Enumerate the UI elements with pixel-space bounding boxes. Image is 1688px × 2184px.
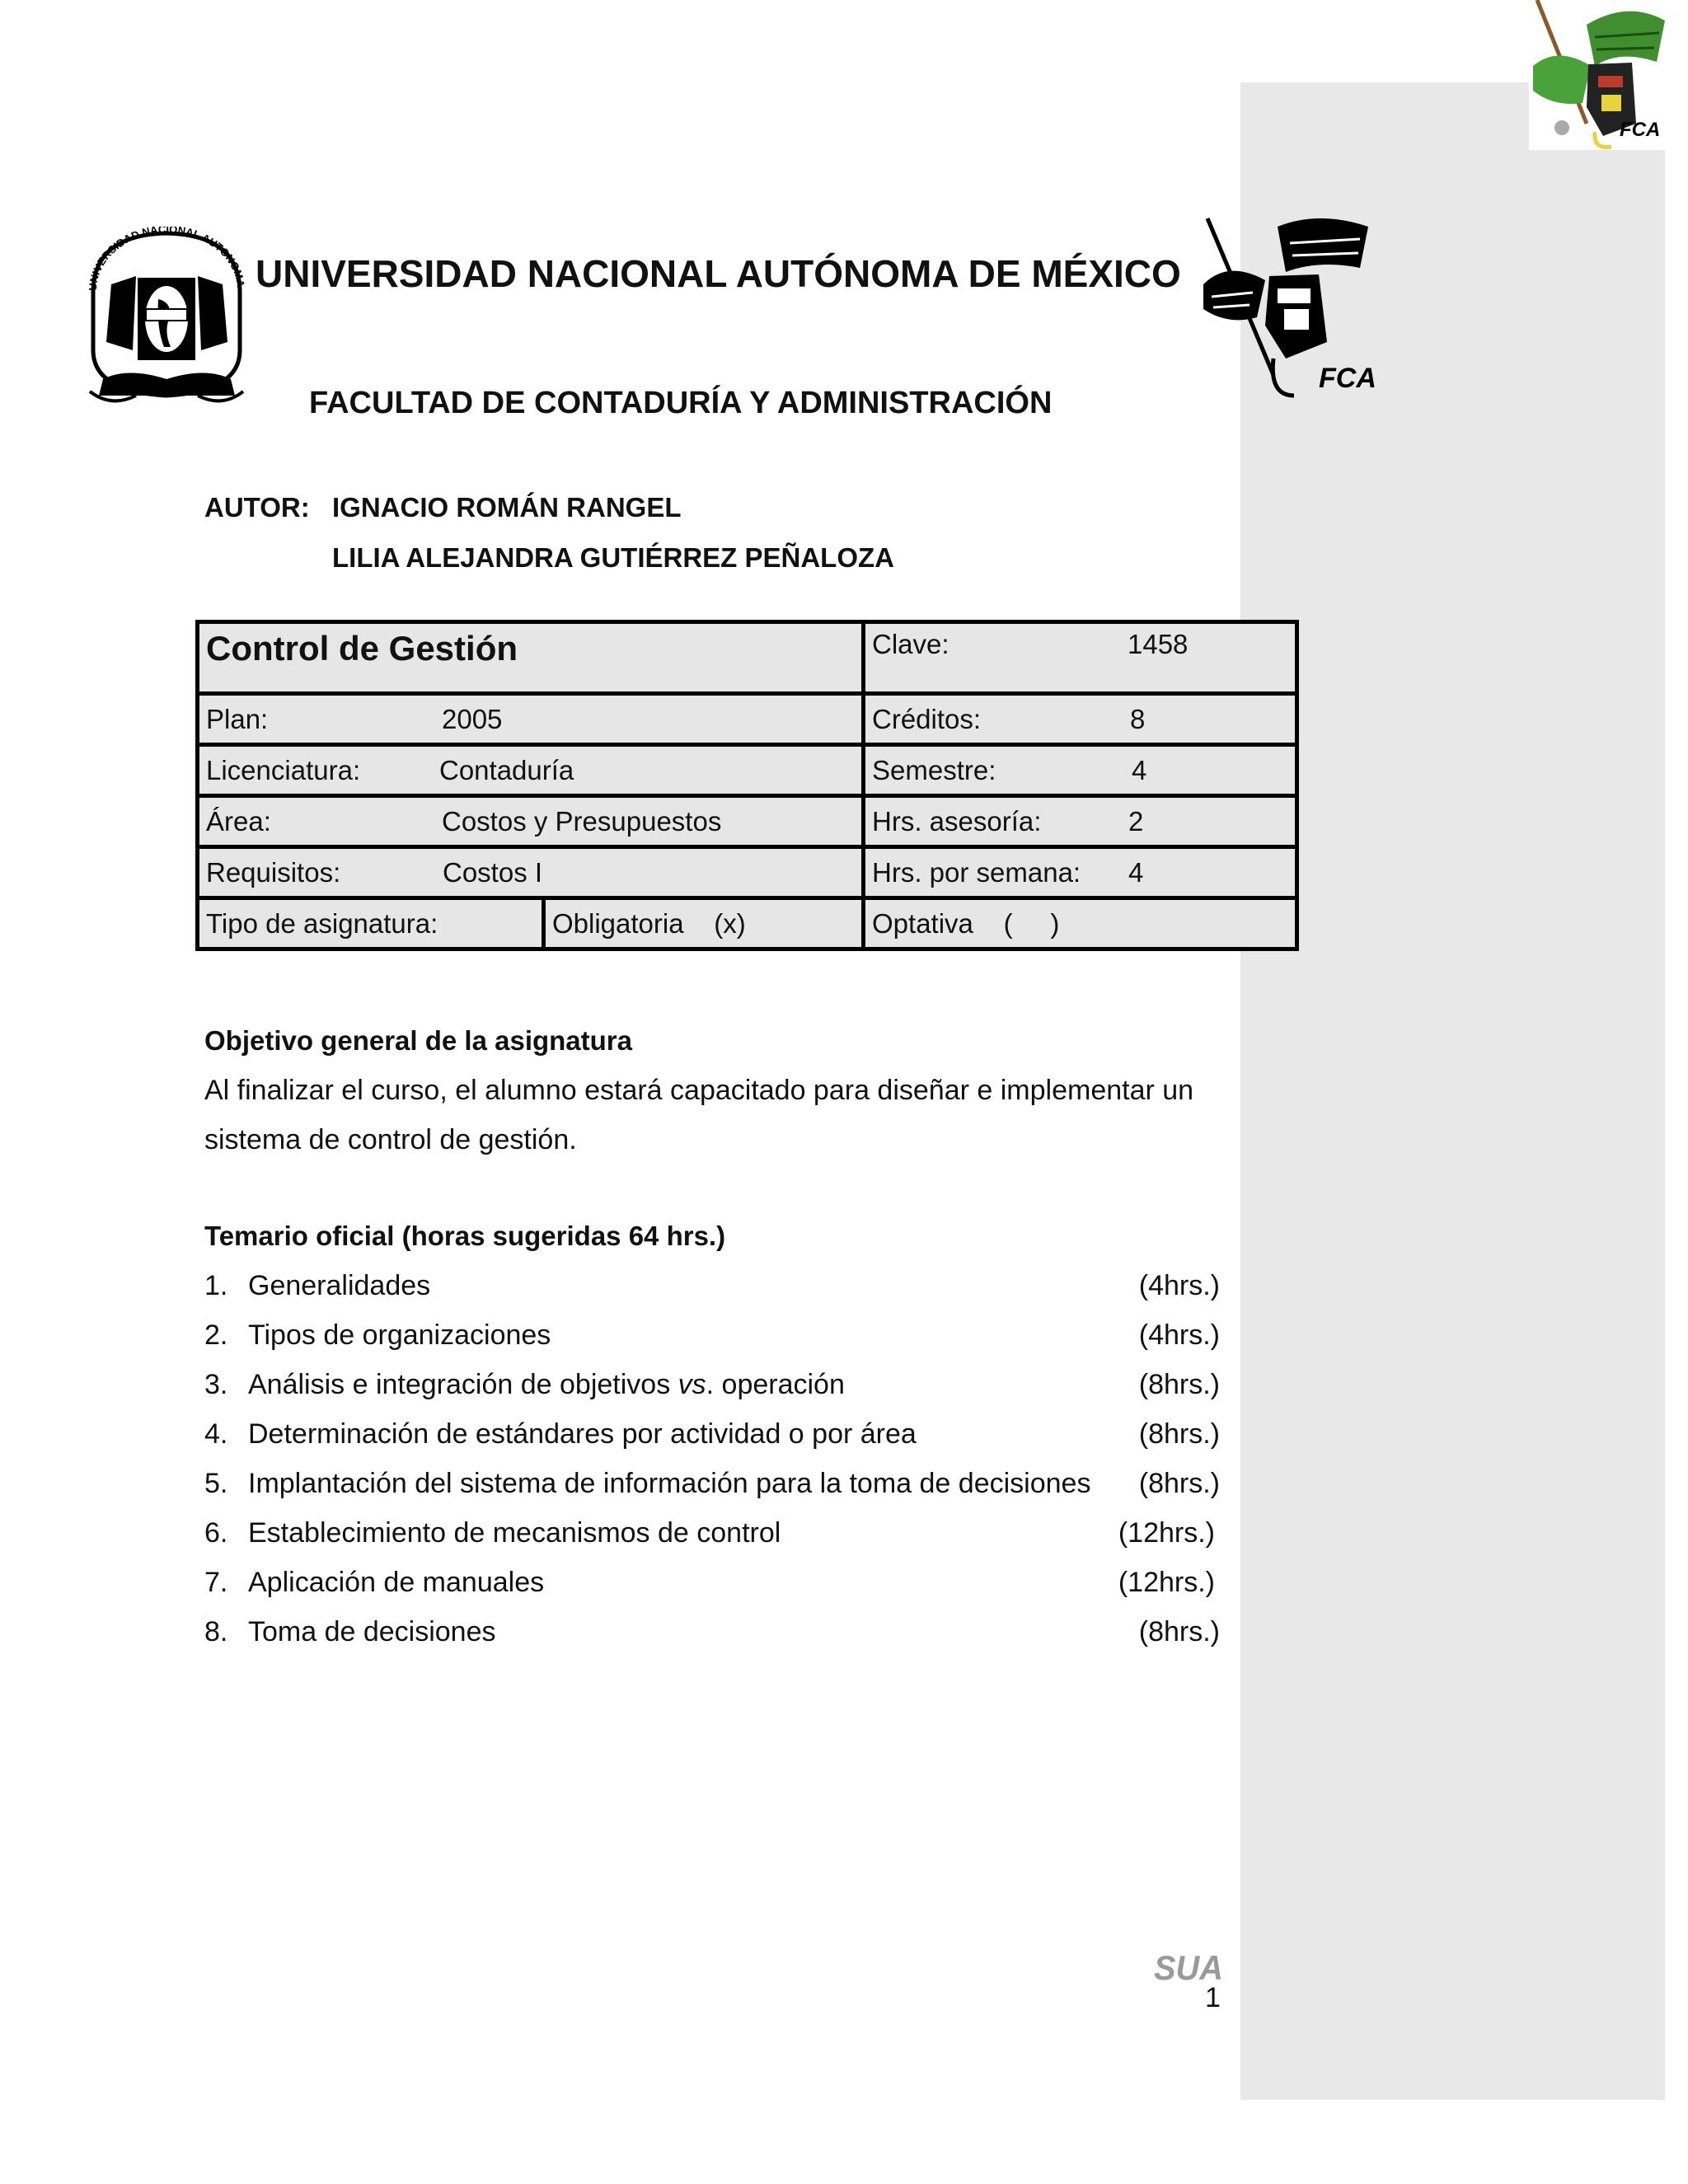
course-info-table <box>195 620 1299 951</box>
plan-label: Plan: <box>206 703 269 734</box>
table-row <box>198 622 1297 694</box>
objective-text: Al finalizar el curso, el alumno estará capacitado para diseñar e implementar un sistema de control de gestión. <box>204 1075 1194 1155</box>
creditos-cell <box>864 694 1297 745</box>
topic-hours: (8hrs.) <box>1138 1616 1220 1647</box>
table-row <box>198 898 1297 949</box>
table-row <box>198 745 1297 796</box>
seal-text: UNIVERSIDAD NACIONAL AUTONOMA <box>86 227 247 292</box>
topic-number: 6. <box>204 1517 228 1549</box>
obligatoria-cell <box>544 898 864 949</box>
plan-value: 2005 <box>442 703 503 734</box>
topic-name <box>248 1360 845 1409</box>
fca-color-logo <box>1529 0 1669 150</box>
semana-cell <box>864 847 1297 898</box>
topic-name: Tipos de organizaciones <box>248 1319 551 1351</box>
semestre-cell <box>864 745 1297 796</box>
topic-name: Generalidades <box>248 1270 431 1301</box>
semana-label: Hrs. por semana: <box>872 856 1081 888</box>
asesoria-label: Hrs. asesoría: <box>872 805 1042 837</box>
topic-name: Implantación del sistema de información para la toma de decisiones <box>248 1468 1091 1499</box>
area-cell <box>198 796 864 847</box>
licenciatura-label: Licenciatura: <box>206 754 361 785</box>
author-row-2 <box>204 542 894 574</box>
sua-logo-label: SUA <box>1154 1948 1223 1983</box>
semestre-label: Semestre: <box>872 754 996 785</box>
objective-section <box>204 1016 1218 1165</box>
topic-hours: (12hrs.) <box>1118 1567 1215 1598</box>
tipo-cell <box>198 898 544 949</box>
author-name-1: IGNACIO ROMÁN RANGEL <box>332 492 682 523</box>
topic-name: Aplicación de manuales <box>248 1567 545 1598</box>
topic-hours: (8hrs.) <box>1138 1468 1220 1499</box>
optativa-cell <box>864 898 1297 949</box>
list-item <box>204 1558 1220 1607</box>
area-value: Costos y Presupuestos <box>442 805 722 837</box>
fca-logo-label: FCA <box>1319 363 1376 394</box>
fca-emblem-logo <box>1195 210 1385 408</box>
clave-label: Clave: <box>872 629 950 659</box>
list-item <box>204 1508 1220 1558</box>
fca-corner-label: FCA <box>1620 119 1661 141</box>
topic-name: Toma de decisiones <box>248 1616 496 1647</box>
topic-number: 5. <box>204 1468 228 1499</box>
topic-number: 2. <box>204 1319 228 1351</box>
topic-name-part: Análisis e integración de objetivos <box>248 1369 678 1400</box>
list-item <box>204 1459 1220 1508</box>
list-item <box>204 1607 1220 1657</box>
creditos-label: Créditos: <box>872 703 982 734</box>
semestre-value: 4 <box>1132 754 1147 785</box>
topic-number: 7. <box>204 1567 228 1598</box>
course-title-cell <box>198 622 864 694</box>
creditos-value: 8 <box>1130 703 1146 734</box>
author-row-1 <box>204 492 682 523</box>
page-number: 1 <box>1205 1982 1221 2013</box>
objective-title: Objetivo general de la asignatura <box>204 1025 632 1056</box>
table-row <box>198 796 1297 847</box>
topic-hours: (8hrs.) <box>1138 1369 1220 1400</box>
clave-cell <box>864 622 1297 694</box>
author-name-2: LILIA ALEJANDRA GUTIÉRREZ PEÑALOZA <box>332 542 894 573</box>
sua-logo <box>1152 1947 1225 1983</box>
licenciatura-cell <box>198 745 864 796</box>
topic-name-part: . operación <box>706 1369 845 1400</box>
syllabus-title: Temario oficial (horas sugeridas 64 hrs.) <box>204 1221 726 1251</box>
requisitos-cell <box>198 847 864 898</box>
topic-name: Establecimiento de mecanismos de control <box>248 1517 781 1549</box>
topic-name-emphasis: vs <box>678 1369 706 1400</box>
university-name: UNIVERSIDAD NACIONAL AUTÓNOMA DE MÉXICO <box>256 252 1181 295</box>
topic-hours: (12hrs.) <box>1118 1517 1215 1549</box>
list-item <box>204 1360 1220 1409</box>
topic-hours: (4hrs.) <box>1138 1319 1220 1351</box>
syllabus-section <box>204 1212 1218 1261</box>
course-title: Control de Gestión <box>206 629 518 668</box>
licenciatura-value: Contaduría <box>439 754 574 785</box>
topic-hours: (8hrs.) <box>1138 1418 1220 1450</box>
semana-value: 4 <box>1128 856 1144 888</box>
topic-hours: (4hrs.) <box>1138 1270 1220 1301</box>
topic-number: 4. <box>204 1418 228 1450</box>
tipo-label: Tipo de asignatura: <box>206 907 438 939</box>
topic-name: Determinación de estándares por actividad o por área <box>248 1418 917 1450</box>
table-row <box>198 694 1297 745</box>
optativa-option: Optativa ( ) <box>872 907 1060 939</box>
list-item <box>204 1261 1220 1310</box>
faculty-name: FACULTAD DE CONTADURÍA Y ADMINISTRACIÓN <box>309 386 1053 420</box>
list-item <box>204 1409 1220 1459</box>
plan-cell <box>198 694 864 745</box>
requisitos-label: Requisitos: <box>206 856 341 888</box>
list-item <box>204 1310 1220 1360</box>
clave-value: 1458 <box>1128 629 1189 659</box>
table-row <box>198 847 1297 898</box>
asesoria-cell <box>864 796 1297 847</box>
asesoria-value: 2 <box>1128 805 1144 837</box>
topic-number: 3. <box>204 1369 228 1400</box>
topic-number: 8. <box>204 1616 228 1647</box>
area-label: Área: <box>206 805 271 837</box>
unam-seal-logo <box>78 227 256 416</box>
author-label: AUTOR: <box>204 492 310 523</box>
requisitos-value: Costos I <box>443 856 543 888</box>
obligatoria-option: Obligatoria (x) <box>552 907 746 939</box>
topic-number: 1. <box>204 1270 228 1301</box>
